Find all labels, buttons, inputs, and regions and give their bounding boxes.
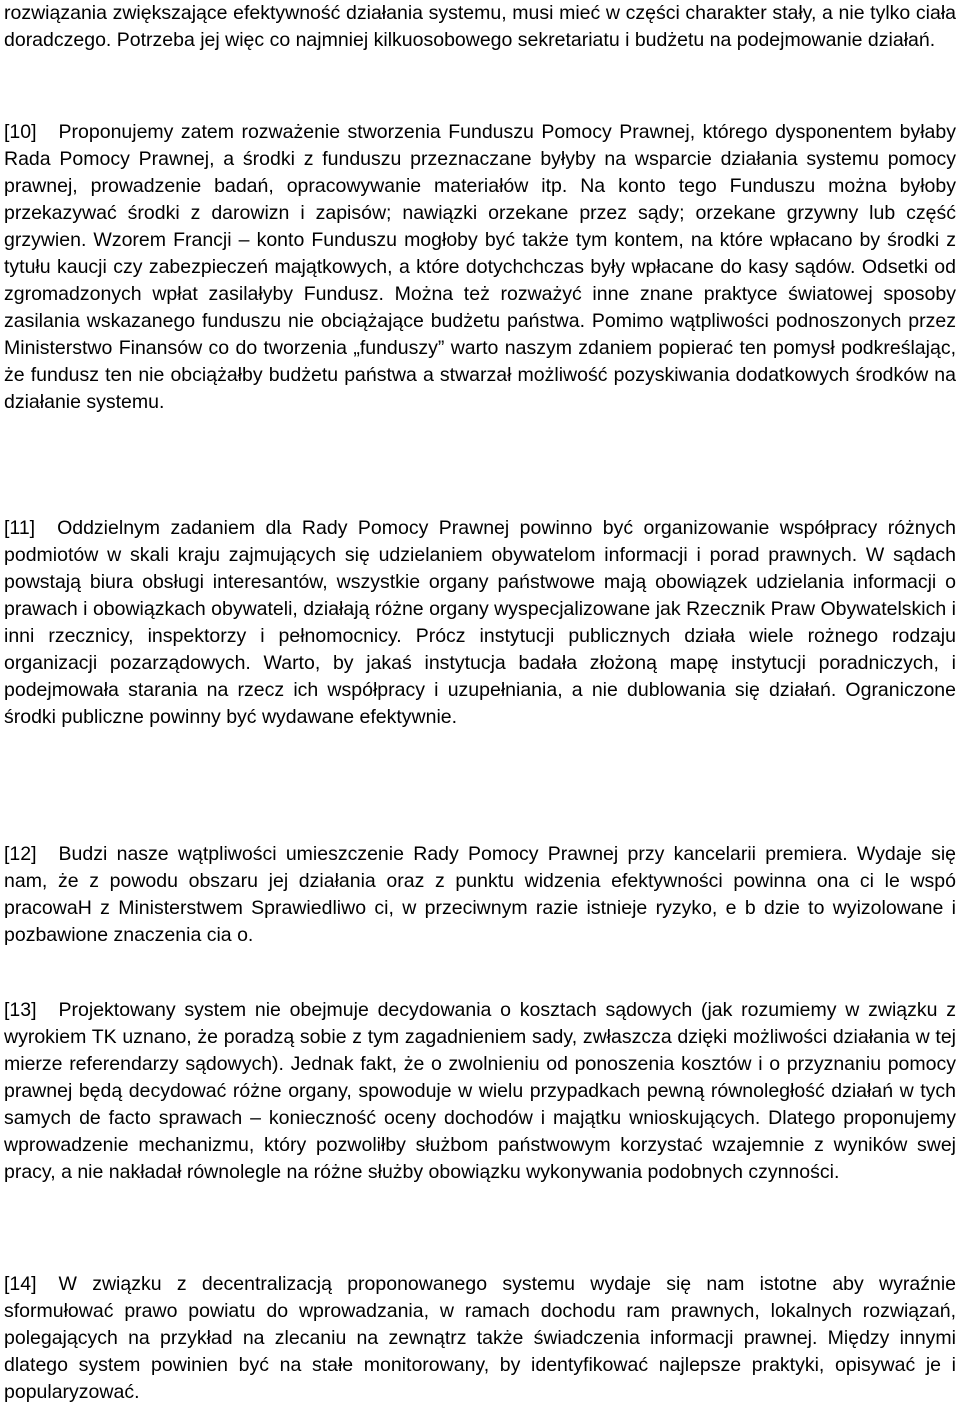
paragraph-number: [12] xyxy=(4,843,37,865)
paragraph-number: [14] xyxy=(4,1273,37,1295)
paragraph-12 xyxy=(4,841,956,949)
paragraph-14 xyxy=(4,1271,956,1406)
paragraph-13 xyxy=(4,997,956,1186)
paragraph-number: [10] xyxy=(4,121,37,143)
paragraph-continuation xyxy=(4,0,956,54)
paragraph-text: Oddzielnym zadaniem dla Rady Pomocy Prawnej powinno być organizowanie współpracy różnych podmiotów w skali kraju zajmujących się udzielaniem obywatelom informacji i porad prawnych. W sądach powstają biura obsługi interesantów, wszystkie organy państwowe mają obowiązek udzielania informacji o prawach i obowiązkach obywateli, działają różne organy wyspecjalizowane jak Rzecznik Praw Obywatelskich i inni rzecznicy, inspektorzy i pełnomocnicy. Prócz instytucji publicznych działa wiele rożnego rodzaju organizacji pozarządowych. Warto, by jakaś instytucja badała złożoną mapę instytucji poradniczych, i podejmowała starania na rzecz ich współpracy i uzupełniania, a nie dublowania się działań. Ograniczone środki publiczne powinny być wydawane efektywnie. xyxy=(4,517,956,728)
paragraph-10 xyxy=(4,119,956,416)
paragraph-text: Proponujemy zatem rozważenie stworzenia Funduszu Pomocy Prawnej, którego dysponentem byłaby Rada Pomocy Prawnej, a środki z funduszu przeznaczane byłyby na wsparcie działania systemu pomocy prawnej, prowadzenie badań, opracowywanie materiałów itp. Na konto tego Funduszu można byłoby przekazywać środki z darowizn i zapisów; nawiązki orzekane przez sądy; orzekane grzywny lub część grzywien. Wzorem Francji – konto Funduszu mogłoby być także tym kontem, na które wpłacano by środki z tytułu kaucji czy zabezpieczeń majątkowych, a które dotychchczas były wpłacane do kasy sądów. Odsetki od zgromadzonych wpłat zasilałyby Fundusz. Można też rozważyć inne znane praktyce światowej sposoby zasilania wskazanego funduszu nie obciążające budżetu państwa. Pomimo wątpliwości podnoszonych przez Ministerstwo Finansów co do tworzenia „funduszy” warto naszym zdaniem popierać ten pomysł podkreślając, że fundusz ten nie obciążałby budżetu państwa a stwarzał możliwość pozyskiwania dodatkowych środków na działanie systemu. xyxy=(4,121,956,413)
paragraph-text: rozwiązania zwiększające efektywność działania systemu, musi mieć w części charakter stały, a nie tylko ciała doradczego. Potrzeba jej więc co najmniej kilkuosobowego sekretariatu i budżetu na podejmowanie działań. xyxy=(4,2,956,51)
paragraph-number: [11] xyxy=(4,517,36,539)
paragraph-text: W związku z decentralizacją proponowanego systemu wydaje się nam istotne aby wyraźnie sformułować prawo powiatu do wprowadzania, w ramach dochodu ram prawnych, lokalnych rozwiązań, polegających na przykład na zlecaniu na zewnątrz także świadczenia informacji prawnej. Między innymi dlatego system powinien być na stałe monitorowany, by identyfikować najlepsze praktyki, opisywać je i popularyzować. xyxy=(4,1273,956,1403)
paragraph-text: Projektowany system nie obejmuje decydowania o kosztach sądowych (jak rozumiemy w związku z wyrokiem TK uznano, że poradzą sobie z tym zagadnieniem sady, zwłaszcza dzięki możliwości działania w tej mierze referendarzy sądowych). Jednak fakt, że o zwolnieniu od ponoszenia kosztów i o przyznaniu pomocy prawnej będą decydować różne organy, spowoduje w wielu przypadkach pewną równoległość działań w tych samych de facto sprawach – konieczność oceny dochodów i majątku wnioskujących. Dlatego proponujemy wprowadzenie mechanizmu, który pozwoliłby służbom państwowym korzystać wzajemnie z wyników swej pracy, a nie nakładał równolegle na różne służby obowiązku wykonywania podobnych czynności. xyxy=(4,999,956,1183)
paragraph-11 xyxy=(4,515,956,731)
paragraph-number: [13] xyxy=(4,999,37,1021)
paragraph-text: Budzi nasze wątpliwości umieszczenie Rady Pomocy Prawnej przy kancelarii premiera. Wydaje się nam, że z powodu obszaru jej działania oraz z punktu widzenia efektywności powinna ona ci le wspó pracowaH z Ministerstwem Sprawiedliwo ci, w przeciwnym razie istnieje ryzyko, e b dzie to wyizolowane i pozbawione znaczenia cia o. xyxy=(4,843,956,946)
